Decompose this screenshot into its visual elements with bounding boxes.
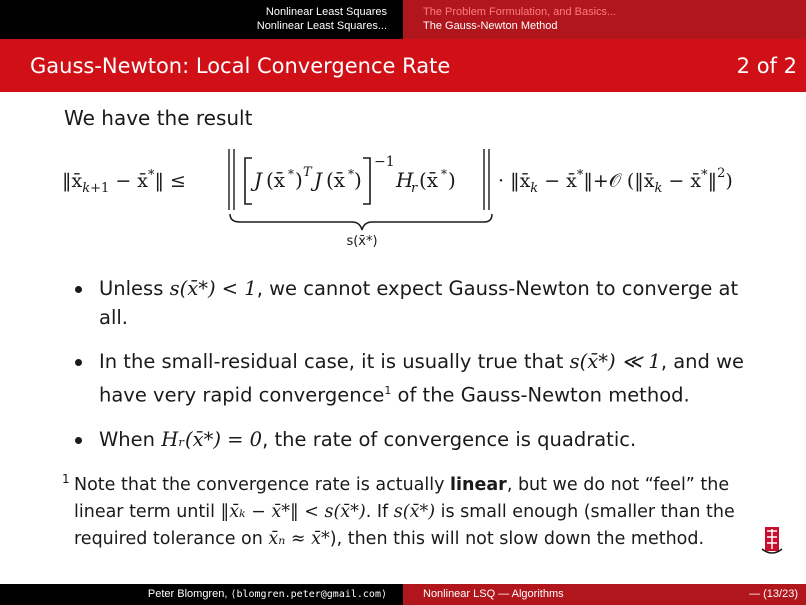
- equation-rhs: · $‖x̄_k$ − x̄*‖+𝒪 ($‖x̄_k$ − x̄*‖$^2$): [498, 166, 733, 196]
- footnote-bold: linear: [450, 475, 507, 495]
- svg-text:*: *: [288, 167, 294, 181]
- svg-text:T: T: [303, 165, 312, 180]
- svg-text:*: *: [441, 167, 447, 181]
- subsection-previous[interactable]: The Problem Formulation, and Basics...: [423, 6, 617, 18]
- bullet-dot-icon: [75, 359, 82, 366]
- frame-title: Gauss-Newton: Local Convergence Rate: [30, 53, 451, 78]
- svg-text:J: J: [254, 168, 263, 192]
- svg-text:*: *: [348, 167, 354, 181]
- equation-lhs: $‖x̄_k+1$ − x̄*‖ ≤: [62, 168, 186, 196]
- bullet-item: When Hᵣ(x̄*) = 0, the rate of convergence is quadratic.: [72, 425, 752, 454]
- header-section-nav[interactable]: [0, 0, 403, 39]
- footer-short-title: Nonlinear LSQ — Algorithms: [423, 588, 564, 600]
- header-nav: [0, 0, 806, 39]
- bullet-list: [72, 274, 752, 469]
- underbrace-label: s(x̄*): [346, 234, 378, 249]
- sdsu-logo: [742, 525, 802, 575]
- footer-page: — (13/23): [749, 588, 798, 600]
- bullet-dot-icon: [75, 286, 82, 293]
- page-counter: 2 of 2: [736, 53, 797, 78]
- footer-email: ⟨blomgren.peter@gmail.com⟩: [230, 589, 387, 600]
- svg-text:H: H: [396, 168, 414, 192]
- svg-text:): ): [354, 168, 362, 192]
- svg-text:J: J: [314, 168, 323, 192]
- footnote: 1 Note that the convergence rate is actually linear, but we do not “feel” the linear term until ‖x̄ₖ − x̄*‖ < s(x̄*). If s(x̄*) is small enough (smaller than the required tolerance on x̄ₙ ≈ x̄*), then this will not slow down the method.: [62, 472, 735, 549]
- svg-text:(x̄: (x̄: [419, 168, 439, 192]
- frame-title-bar: [0, 39, 806, 92]
- svg-text:): ): [448, 168, 456, 192]
- convergence-equation: [0, 144, 806, 254]
- svg-text:(x̄: (x̄: [266, 168, 286, 192]
- header-subsection-nav[interactable]: [403, 0, 806, 39]
- section-title[interactable]: Nonlinear Least Squares: [265, 6, 387, 18]
- footnote-ref[interactable]: 1: [384, 384, 392, 397]
- bullet-item: Unless s(x̄*) < 1, we cannot expect Gauss-Newton to converge at all.: [72, 274, 752, 332]
- footer-author[interactable]: Peter Blomgren, ⟨blomgren.peter@gmail.com⟩: [0, 584, 403, 605]
- subsection-current[interactable]: The Gauss-Newton Method: [423, 20, 558, 32]
- footer-bar: [0, 584, 806, 605]
- section-subtitle[interactable]: Nonlinear Least Squares...: [256, 20, 387, 32]
- svg-text:): ): [295, 168, 303, 192]
- lead-text: We have the result: [64, 106, 253, 130]
- svg-text:(x̄: (x̄: [326, 168, 346, 192]
- svg-text:−1: −1: [374, 154, 395, 170]
- bullet-item: In the small-residual case, it is usually true that s(x̄*) ≪ 1, and we have very rapid convergence$^1$ of the Gauss-Newton method.: [72, 347, 752, 410]
- svg-text:r: r: [411, 181, 418, 196]
- footer-title-page[interactable]: [403, 584, 806, 605]
- footnote-marker: 1: [62, 472, 70, 486]
- bullet-dot-icon: [75, 437, 82, 444]
